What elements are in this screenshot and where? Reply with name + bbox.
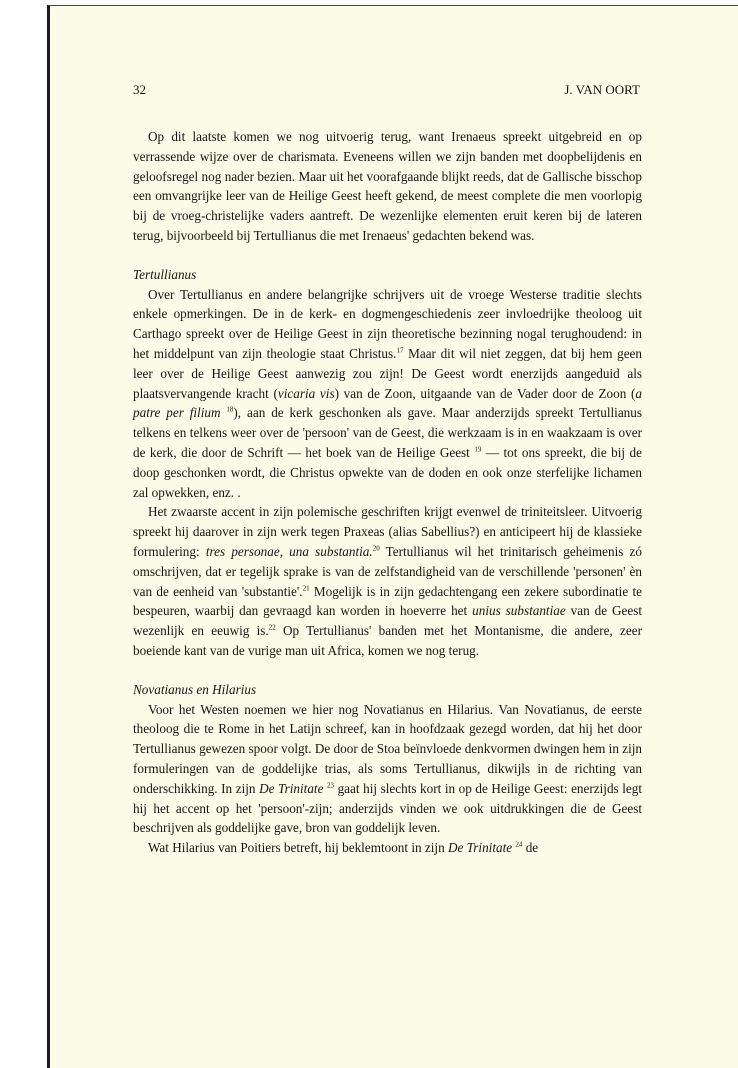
footnote-ref-21[interactable]: 21 [302,584,310,593]
paragraph-tertullianus-1: Over Tertullianus en andere belangrijke schrijvers uit de vroege Westerse traditie slechts enkele opmerkingen. De in de kerk- en dogmengeschiedenis zeer invloedrijke theoloog uit Carthago spreekt over de Heilige Geest in zijn theoretische bezinning nogal terughoudend: in het middelpunt van zijn theologie staat Christus.$^{17}$ Maar dit wil niet zeggen, dat bij hem geen leer over de Heilige Geest aanwezig zou zijn! De Geest wordt enerzijds aangeduid als plaatsvervangende kracht (vicaria vis) van de Zoon, uitgaande van de Vader door de Zoon (a patre per filium $^{18}$), aan de kerk geschonken als gave. Maar anderzijds spreekt Tertullianus telkens en telkens weer over de 'persoon' van de Geest, die werkzaam is in en waakzaam is over de kerk, die door de Schrift — het boek van de Heilige Geest $^{19}$ — tot ons spreekt, die bij de doop geschonken wordt, die Christus opwekte van de doden en ook onze sterfelijke lichamen zal opwekken, enz. . [133,286,643,500]
footnote-ref-23[interactable]: 23 [327,781,335,790]
body-text [133,127,642,858]
footnote-ref-20[interactable]: 20 [372,544,380,553]
page-number: 32 [133,82,146,97]
paragraph-hilarius: Wat Hilarius van Poitiers betreft, hij beklemtoont in zijn De Trinitate $^{24}$ de [148,840,539,856]
footnote-ref-24[interactable]: 24 [515,840,523,849]
paragraph-irenaeus: Op dit laatste komen we nog uitvoerig terug, want Irenaeus spreekt uitgebreid en op verrassende wijze over de charismata. Eveneens willen we zijn banden met doopbelijdenis en geloofsregel nog nader bezien. Maar uit het voorafgaande blijkt reeds, dat de Gallische bisschop een omvangrijke leer van de Heilige Geest heeft gekend, de meest complete die men voorlopig bij de vroeg-christelijke vaders aantreft. De wezenlijke elementen eruit keren bij de lateren terug, bijvoorbeeld bij Tertullianus die met Irenaeus' gedachten bekend was. [133,129,642,243]
footnote-ref-17[interactable]: 17 [396,346,404,355]
section-heading-novatianus: Novatianus en Hilarius [133,681,257,697]
running-author: J. VAN OORT [564,82,640,97]
section-heading-tertullianus: Tertullianus [133,266,197,282]
book-page [47,5,738,1068]
paragraph-novatianus: Voor het Westen noemen we hier nog Novatianus en Hilarius. Van Novatianus, de eerste theoloog die te Rome in het Latijn schreef, kan in hoofdzaak gezegd worden, dat hij het door Tertullianus gewezen spoor volgt. De door de Stoa beïnvloede denkvormen dwingen hem in zijn formuleringen van de goddelijke trias, als soms Tertullianus, dikwijls in de richting van onderschikking. In zijn De Trinitate $^{23}$ gaat hij slechts kort in op de Heilige Geest: enerzijds legt hij het accent op het 'persoon'-zijn; anderzijds vinden we ook uitdrukkingen die de Geest beschrijven als goddelijke gave, bron van goddelijk leven. [133,701,643,836]
running-header [133,82,640,98]
footnote-ref-19[interactable]: 19 [474,445,482,454]
paragraph-tertullianus-2: Het zwaarste accent in zijn polemische geschriften krijgt evenwel de triniteitsleer. Uitvoerig spreekt hij daarover in zijn werk tegen Praxeas (alias Sabellius?) en anticipeert hij de klassieke formulering: tres personae, una substantia.$^{20}$ Tertullianus wil het trinitarisch geheimenis zó omschrijven, dat er tegelijk sprake is van de zelfstandigheid van de verschillende 'personen' èn van de eenheid van 'substantie'.$^{21}$ Mogelijk is in zijn gedachtengang een zekere subordinatie te bespeuren, waarbij dan gevraagd kan worden in hoeverre het unius substantiae van de Geest wezenlijk en eeuwig is.$^{22}$ Op Tertullianus' banden met het Montanisme, die andere, zeer boeiende kant van de vurige man uit Africa, komen we nog terug. [133,504,643,658]
footnote-ref-18[interactable]: 18 [226,405,234,414]
footnote-ref-22[interactable]: 22 [268,623,276,632]
